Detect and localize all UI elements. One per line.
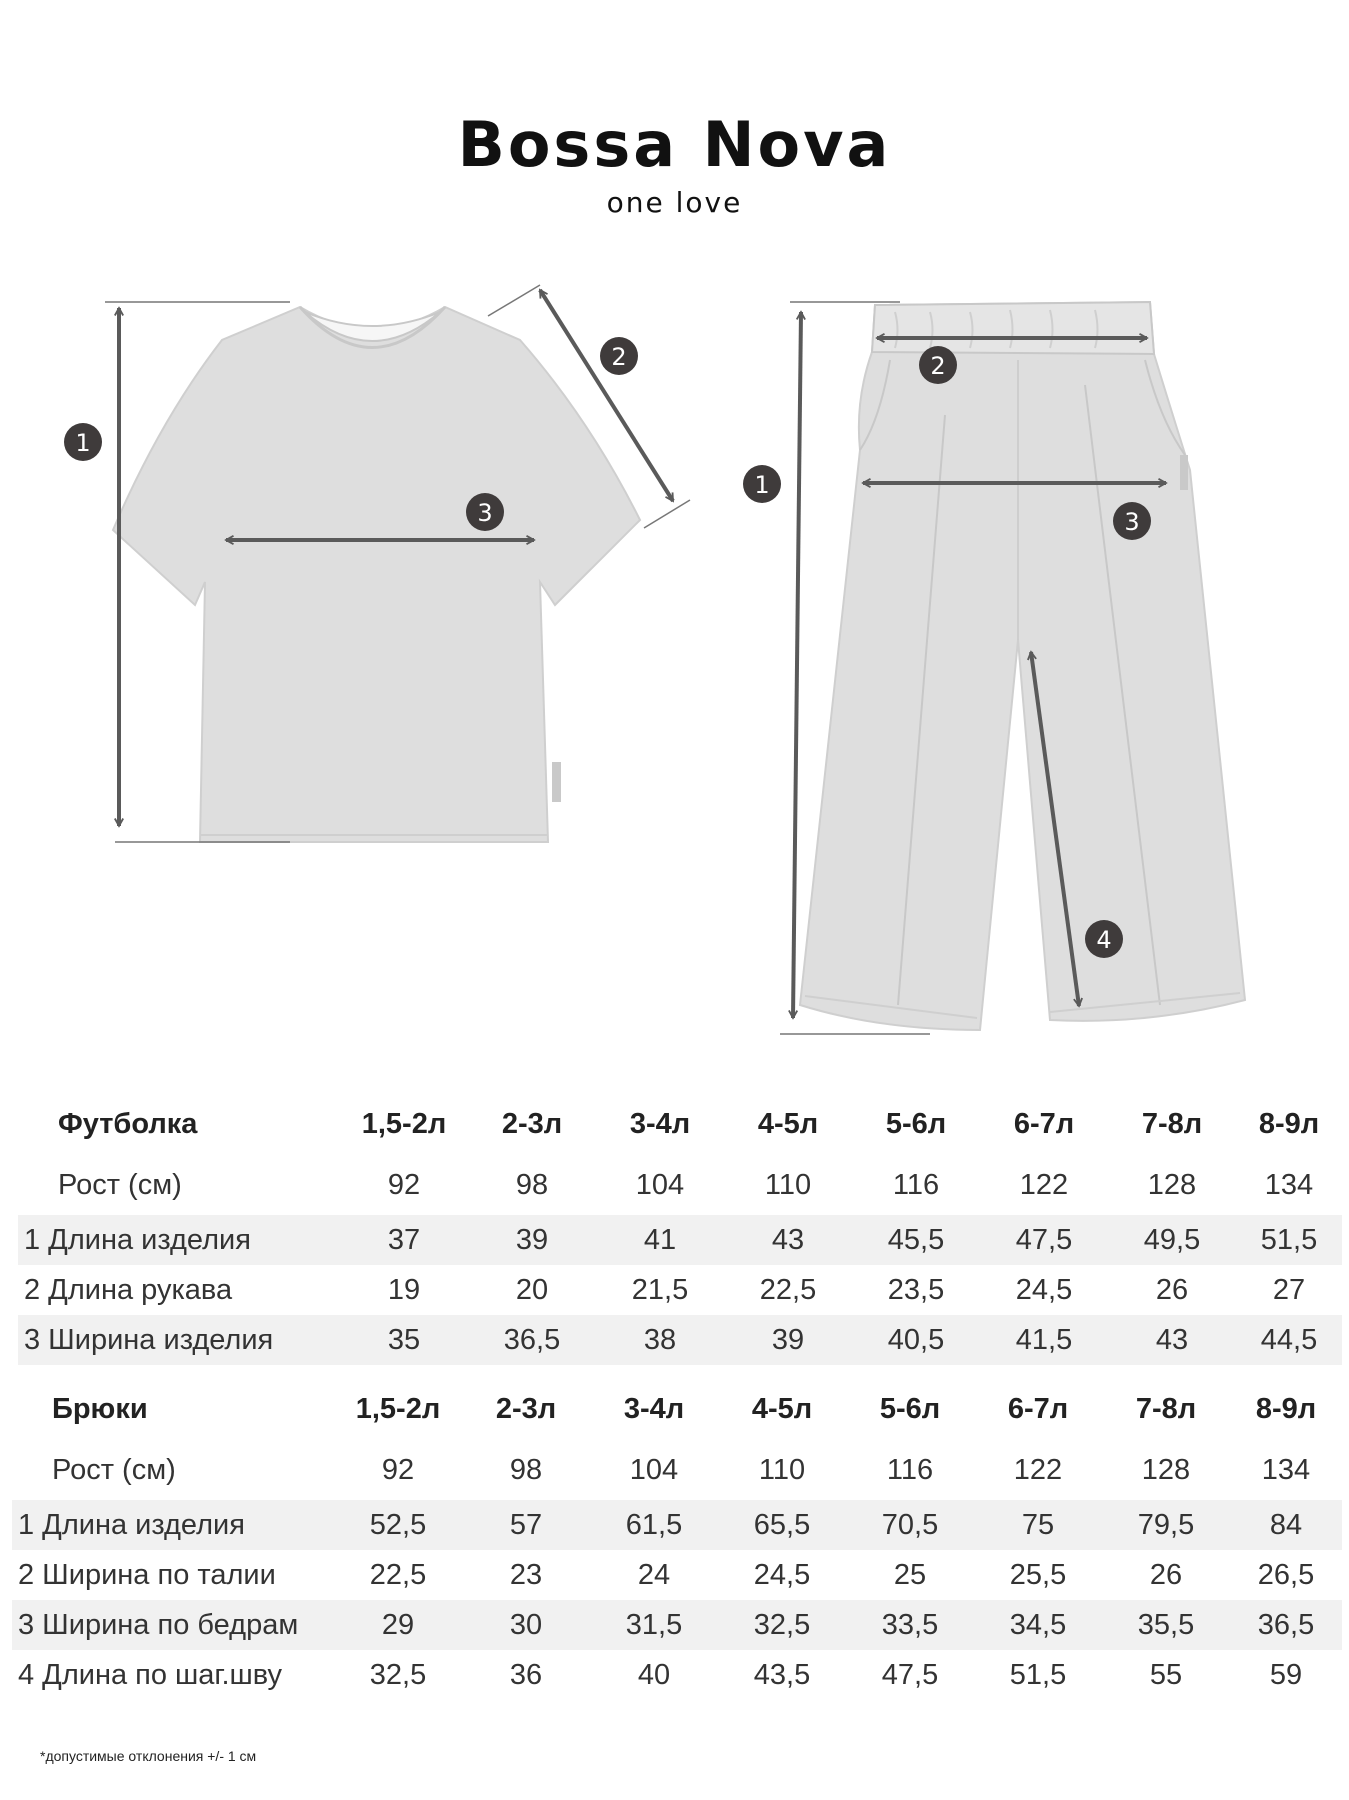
svg-text:4: 4	[1096, 926, 1112, 954]
pants-badge	[919, 346, 957, 384]
svg-text:3: 3	[477, 499, 493, 527]
table-cell: 122	[1013, 1453, 1063, 1486]
size-header: 8-9л	[1258, 1107, 1320, 1140]
table-cell: 35	[340, 1315, 468, 1365]
size-header: 1,5-2л	[355, 1392, 441, 1425]
size-header: 2-3л	[501, 1107, 563, 1140]
svg-text:2: 2	[611, 343, 627, 371]
size-header: 7-8л	[1135, 1392, 1197, 1425]
size-header: 3-4л	[623, 1392, 685, 1425]
table-cell: 41,5	[980, 1315, 1108, 1365]
table-cell: 45,5	[852, 1215, 980, 1265]
pants-table-title: Брюки	[52, 1392, 148, 1425]
table-cell: 32,5	[718, 1600, 846, 1650]
table-cell: 75	[974, 1500, 1102, 1550]
table-cell: 51,5	[1236, 1215, 1342, 1265]
table-cell: 47,5	[881, 1658, 939, 1691]
table-cell: 30	[462, 1600, 590, 1650]
table-cell: 57	[462, 1500, 590, 1550]
table-cell: 52,5	[334, 1500, 462, 1550]
row-label: 1 Длина изделия	[12, 1500, 334, 1550]
table-cell: 47,5	[980, 1215, 1108, 1265]
table-cell: 61,5	[590, 1500, 718, 1550]
row-label: 3 Ширина по бедрам	[12, 1600, 334, 1650]
table-cell: 43,5	[753, 1658, 811, 1691]
table-cell: 36,5	[1230, 1600, 1342, 1650]
table-cell: 40,5	[852, 1315, 980, 1365]
svg-text:3: 3	[1124, 508, 1140, 536]
table-cell: 33,5	[846, 1600, 974, 1650]
brand-logo: Bossa Nova	[457, 108, 892, 181]
table-cell: 59	[1269, 1658, 1303, 1691]
table-cell: 20	[515, 1273, 549, 1306]
table-cell: 92	[381, 1453, 415, 1486]
table-cell: 37	[340, 1215, 468, 1265]
table-cell: 22,5	[759, 1273, 817, 1306]
brand-tagline: one love	[606, 186, 743, 219]
table-cell: 116	[892, 1168, 940, 1201]
pants-side-tag	[1180, 455, 1188, 490]
size-header: 8-9л	[1255, 1392, 1317, 1425]
table-cell: 65,5	[718, 1500, 846, 1550]
size-header: 6-7л	[1007, 1392, 1069, 1425]
table-cell: 36	[509, 1658, 543, 1691]
table-row	[18, 1315, 1342, 1365]
row-label: 4 Длина по шаг.шву	[18, 1658, 283, 1691]
table-cell: 24,5	[753, 1558, 811, 1591]
table-cell: 51,5	[1009, 1658, 1067, 1691]
table-cell: 79,5	[1102, 1500, 1230, 1550]
table-cell: 110	[758, 1453, 806, 1486]
table-cell: 22,5	[369, 1558, 427, 1591]
pants-illustration	[743, 302, 1245, 1034]
table-row	[18, 1265, 1342, 1315]
size-header: 4-5л	[757, 1107, 819, 1140]
table-row	[12, 1500, 1342, 1550]
table-cell: 31,5	[590, 1600, 718, 1650]
size-header: 3-4л	[629, 1107, 691, 1140]
table-cell: 110	[764, 1168, 812, 1201]
table-cell: 98	[515, 1168, 549, 1201]
table-cell: 38	[596, 1315, 724, 1365]
table-cell: 134	[1264, 1168, 1314, 1201]
pants-header-row	[12, 1378, 1342, 1440]
svg-text:1: 1	[75, 429, 91, 457]
row-label: 2 Длина рукава	[24, 1273, 233, 1306]
size-header: 2-3л	[495, 1392, 557, 1425]
table-cell: 32,5	[369, 1658, 427, 1691]
size-header: 6-7л	[1013, 1107, 1075, 1140]
table-cell: 92	[387, 1168, 421, 1201]
table-row	[12, 1600, 1342, 1650]
table-cell: 39	[724, 1315, 852, 1365]
tolerance-footnote: *допустимые отклонения +/- 1 см	[40, 1748, 257, 1764]
svg-text:2: 2	[930, 352, 946, 380]
tshirt-shape	[113, 307, 640, 842]
table-cell: 84	[1230, 1500, 1342, 1550]
row-label: Рост (см)	[58, 1168, 182, 1201]
table-cell: 41	[596, 1215, 724, 1265]
table-cell: 128	[1141, 1453, 1191, 1486]
table-row	[12, 1650, 1342, 1700]
table-cell: 35,5	[1102, 1600, 1230, 1650]
table-cell: 25	[893, 1558, 927, 1591]
pants-height-row	[12, 1440, 1342, 1500]
row-label: Рост (см)	[52, 1453, 176, 1486]
size-header: 5-6л	[885, 1107, 947, 1140]
table-cell: 122	[1019, 1168, 1069, 1201]
pants-badge	[1085, 920, 1123, 958]
table-cell: 128	[1147, 1168, 1197, 1201]
table-cell: 24	[637, 1558, 671, 1591]
table-cell: 25,5	[1009, 1558, 1067, 1591]
table-cell: 49,5	[1108, 1215, 1236, 1265]
tshirt-height-row	[18, 1155, 1342, 1215]
table-cell: 116	[886, 1453, 934, 1486]
table-cell: 21,5	[631, 1273, 689, 1306]
table-row	[12, 1550, 1342, 1600]
row-label: 2 Ширина по талии	[18, 1558, 276, 1591]
size-header: 1,5-2л	[361, 1107, 447, 1140]
tshirt-illustration	[64, 285, 690, 842]
table-cell: 104	[635, 1168, 685, 1201]
table-cell: 26	[1149, 1558, 1183, 1591]
pants-shape	[800, 302, 1245, 1030]
table-row	[18, 1215, 1342, 1265]
tshirt-header-row	[18, 1093, 1342, 1155]
table-cell: 39	[468, 1215, 596, 1265]
table-cell: 34,5	[974, 1600, 1102, 1650]
pants-badge	[1113, 502, 1151, 540]
table-cell: 44,5	[1236, 1315, 1342, 1365]
table-cell: 134	[1261, 1453, 1311, 1486]
row-label: 1 Длина изделия	[18, 1215, 340, 1265]
size-header: 4-5л	[751, 1392, 813, 1425]
row-label: 3 Ширина изделия	[18, 1315, 340, 1365]
tshirt-badge	[600, 337, 638, 375]
table-cell: 43	[1108, 1315, 1236, 1365]
table-cell: 26,5	[1257, 1558, 1315, 1591]
table-cell: 104	[629, 1453, 679, 1486]
tshirt-badge	[64, 423, 102, 461]
table-cell: 23,5	[887, 1273, 945, 1306]
table-cell: 23	[509, 1558, 543, 1591]
table-cell: 29	[334, 1600, 462, 1650]
table-cell: 98	[509, 1453, 543, 1486]
size-header: 7-8л	[1141, 1107, 1203, 1140]
table-cell: 70,5	[846, 1500, 974, 1550]
table-cell: 55	[1149, 1658, 1183, 1691]
table-cell: 43	[724, 1215, 852, 1265]
size-header: 5-6л	[879, 1392, 941, 1425]
tshirt-size-table	[18, 1093, 1342, 1365]
pants-size-table	[12, 1378, 1342, 1700]
pants-badge	[743, 465, 781, 503]
table-cell: 19	[387, 1273, 421, 1306]
svg-text:1: 1	[754, 471, 770, 499]
tshirt-badge	[466, 493, 504, 531]
table-cell: 40	[637, 1658, 671, 1691]
tshirt-side-tag	[552, 762, 561, 802]
pants-length-arrow	[793, 312, 801, 1018]
table-cell: 36,5	[468, 1315, 596, 1365]
table-cell: 24,5	[1015, 1273, 1073, 1306]
tshirt-table-title: Футболка	[58, 1107, 198, 1140]
table-cell: 27	[1272, 1273, 1306, 1306]
table-cell: 26	[1155, 1273, 1189, 1306]
